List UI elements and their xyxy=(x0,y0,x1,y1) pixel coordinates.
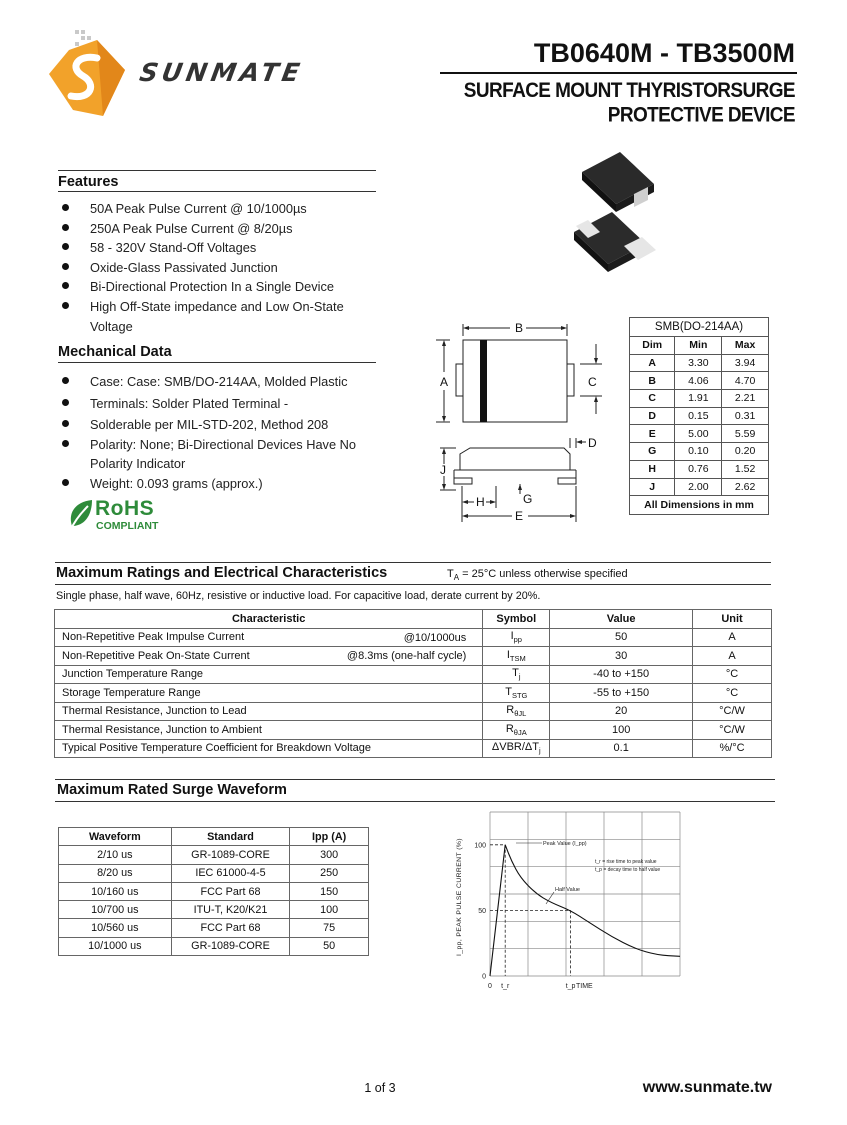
chart-xtick-label: t_p xyxy=(565,983,576,990)
sunmate-logo-icon xyxy=(47,28,127,118)
mechanical-heading: Mechanical Data xyxy=(58,344,172,360)
top-view-body xyxy=(463,340,567,422)
table-row: Typical Positive Temperature Coefficient for Breakdown Voltage ΔVBR/$\Delta T_j$ 0.1 %/°C xyxy=(55,739,772,758)
table-row: G 0.10 0.20 xyxy=(630,443,769,461)
chart-xtick-label: 0 xyxy=(488,983,492,990)
features-heading: Features xyxy=(58,174,119,190)
table-row: 10/700 us ITU-T, K20/K21 100 xyxy=(59,901,369,919)
surge-top-rule xyxy=(55,779,775,780)
table-row: 10/160 us FCC Part 68 150 xyxy=(59,882,369,900)
chart-ytick-label: 0 xyxy=(482,973,486,981)
table-row: B 4.06 4.70 xyxy=(630,372,769,390)
dim-header: Dim xyxy=(630,337,675,355)
dim-header: Min xyxy=(675,337,722,355)
title-rule xyxy=(440,72,797,74)
list-item: Polarity: None; Bi-Directional Devices Have No xyxy=(58,435,398,455)
list-item: Voltage xyxy=(90,319,133,334)
ratings-header: Unit xyxy=(693,610,772,629)
surge-header: Ipp (A) xyxy=(290,828,369,846)
surge-heading: Maximum Rated Surge Waveform xyxy=(57,782,287,798)
website-link[interactable]: www.sunmate.tw xyxy=(642,1079,772,1096)
dim-table-footer: All Dimensions in mm xyxy=(630,496,769,515)
ratings-condition: $T_A = 25^\circ C$ unless otherwise specified xyxy=(447,568,628,583)
surge-header: Standard xyxy=(171,828,290,846)
side-view-body xyxy=(460,448,570,470)
table-row: Thermal Resistance, Junction to Lead $R_{\theta JL}$ 20 °C/W xyxy=(55,702,772,721)
bullet-icon xyxy=(62,263,69,270)
mechanical-rule xyxy=(58,362,376,363)
dim-label-d: D xyxy=(588,436,597,450)
cathode-band xyxy=(480,340,487,422)
dim-label-g: G xyxy=(523,492,533,506)
ratings-top-rule xyxy=(55,562,771,563)
bullet-icon xyxy=(62,399,69,406)
table-row: Storage Temperature Range $T_{STG}$ -55 to +150 °C xyxy=(55,684,772,703)
table-row: 2/10 us GR-1089-CORE 300 xyxy=(59,846,369,864)
ratings-note: Single phase, half wave, 60Hz, resistive or inductive load. For capacitive load, derate current by 20%. xyxy=(56,590,541,602)
bullet-icon xyxy=(62,204,69,211)
chart-ytick-label: 50 xyxy=(478,907,486,915)
table-row: D 0.15 0.31 xyxy=(630,407,769,425)
list-item: Polarity Indicator xyxy=(90,456,186,471)
table-row: C 1.91 2.21 xyxy=(630,390,769,408)
bullet-icon xyxy=(62,479,69,486)
ratings-heading: Maximum Ratings and Electrical Characteristics xyxy=(56,565,388,581)
brand-wordmark: SUNMATE xyxy=(137,58,306,87)
surge-bottom-rule xyxy=(55,801,775,802)
surge-waveform-chart xyxy=(450,808,690,994)
table-row: Non-Repetitive Peak On-State Current @8.3ms (one-half cycle) $I_{TSM}$ 30 A xyxy=(55,647,772,666)
rohs-compliant-label: COMPLIANT xyxy=(96,520,159,532)
list-item: Solderable per MIL-STD-202, Method 208 xyxy=(58,415,398,435)
table-row: 8/20 us IEC 61000-4-5 250 xyxy=(59,864,369,882)
page-number: 1 of 3 xyxy=(364,1081,396,1095)
ratings-header: Symbol xyxy=(483,610,550,629)
surge-header: Waveform xyxy=(59,828,172,846)
rohs-leaf-icon xyxy=(66,498,94,532)
part-subtitle: SURFACE MOUNT THYRISTORSURGE PROTECTIVE DEVICE xyxy=(463,79,795,128)
list-item: 50A Peak Pulse Current @ 10/1000µs xyxy=(58,199,388,219)
chart-ylabel: I_pp, PEAK PULSE CURRENT (%) xyxy=(456,838,463,956)
list-item: Oxide-Glass Passivated Junction xyxy=(58,258,388,278)
bullet-icon xyxy=(62,243,69,250)
table-row: J 2.00 2.62 xyxy=(630,478,769,496)
list-item: Weight: 0.093 grams (approx.) xyxy=(58,474,398,494)
chart-xlabel: TIME xyxy=(576,983,593,990)
dim-label-c: C xyxy=(588,375,597,389)
package-photo xyxy=(568,150,668,285)
table-row: 10/560 us FCC Part 68 75 xyxy=(59,919,369,937)
bullet-icon xyxy=(62,282,69,289)
list-item: Terminals: Solder Plated Terminal - xyxy=(58,394,398,414)
ratings-bottom-rule xyxy=(55,584,771,585)
bullet-icon xyxy=(62,440,69,447)
dim-label-b: B xyxy=(515,321,524,335)
rohs-label: RoHS xyxy=(95,497,155,520)
dim-label-j: J xyxy=(440,463,446,477)
ratings-header: Characteristic xyxy=(55,610,483,629)
features-bottom-rule xyxy=(58,191,376,192)
ratings-header: Value xyxy=(550,610,693,629)
list-item: High Off-State impedance and Low On-State xyxy=(58,297,388,317)
package-bottom-image xyxy=(574,212,656,272)
dim-label-a: A xyxy=(440,375,449,389)
table-row: Non-Repetitive Peak Impulse Current @10/1000us $I_{pp}$ 50 A xyxy=(55,628,772,647)
list-item: Bi-Directional Protection In a Single Device xyxy=(58,277,388,297)
list-item: 250A Peak Pulse Current @ 8/20µs xyxy=(58,219,388,239)
table-row: 10/1000 us GR-1089-CORE 50 xyxy=(59,937,369,955)
bullet-icon xyxy=(62,420,69,427)
table-row: Junction Temperature Range $T_j$ -40 to +150 °C xyxy=(55,665,772,684)
dim-label-e: E xyxy=(515,509,524,523)
chart-peak-annotation: Peak Value (I_pp) xyxy=(543,841,587,847)
table-row: A 3.30 3.94 xyxy=(630,354,769,372)
chart-half-annotation: Half Value xyxy=(555,887,580,893)
table-row: Thermal Resistance, Junction to Ambient $R_{\theta JA}$ 100 °C/W xyxy=(55,721,772,740)
list-item: Case: Case: SMB/DO-214AA, Molded Plastic xyxy=(58,372,398,392)
table-row: H 0.76 1.52 xyxy=(630,460,769,478)
left-lead xyxy=(456,364,463,396)
chart-xtick-label: t_r xyxy=(501,983,510,990)
dim-label-h: H xyxy=(476,495,485,509)
bullet-icon xyxy=(62,377,69,384)
features-top-rule xyxy=(58,170,376,171)
dim-header: Max xyxy=(722,337,769,355)
dimension-table xyxy=(629,317,769,515)
dimension-drawing xyxy=(430,318,615,528)
mechanical-list xyxy=(58,372,398,493)
bullet-icon xyxy=(62,302,69,309)
list-item: 58 - 320V Stand-Off Voltages xyxy=(58,238,388,258)
chart-ytick-label: 100 xyxy=(474,842,486,850)
part-title: TB0640M - TB3500M xyxy=(533,38,795,68)
features-list xyxy=(58,199,388,337)
package-top-image xyxy=(582,152,654,212)
surge-table xyxy=(58,827,369,956)
ratings-table xyxy=(54,609,772,758)
chart-legend-decay: t_p = decay time to half value xyxy=(595,867,661,873)
chart-grid xyxy=(490,812,680,976)
bullet-icon xyxy=(62,224,69,231)
chart-legend-rise: t_r = rise time to peak value xyxy=(595,859,657,865)
dim-table-title: SMB(DO-214AA) xyxy=(630,318,769,337)
right-lead xyxy=(567,364,574,396)
table-row: E 5.00 5.59 xyxy=(630,425,769,443)
